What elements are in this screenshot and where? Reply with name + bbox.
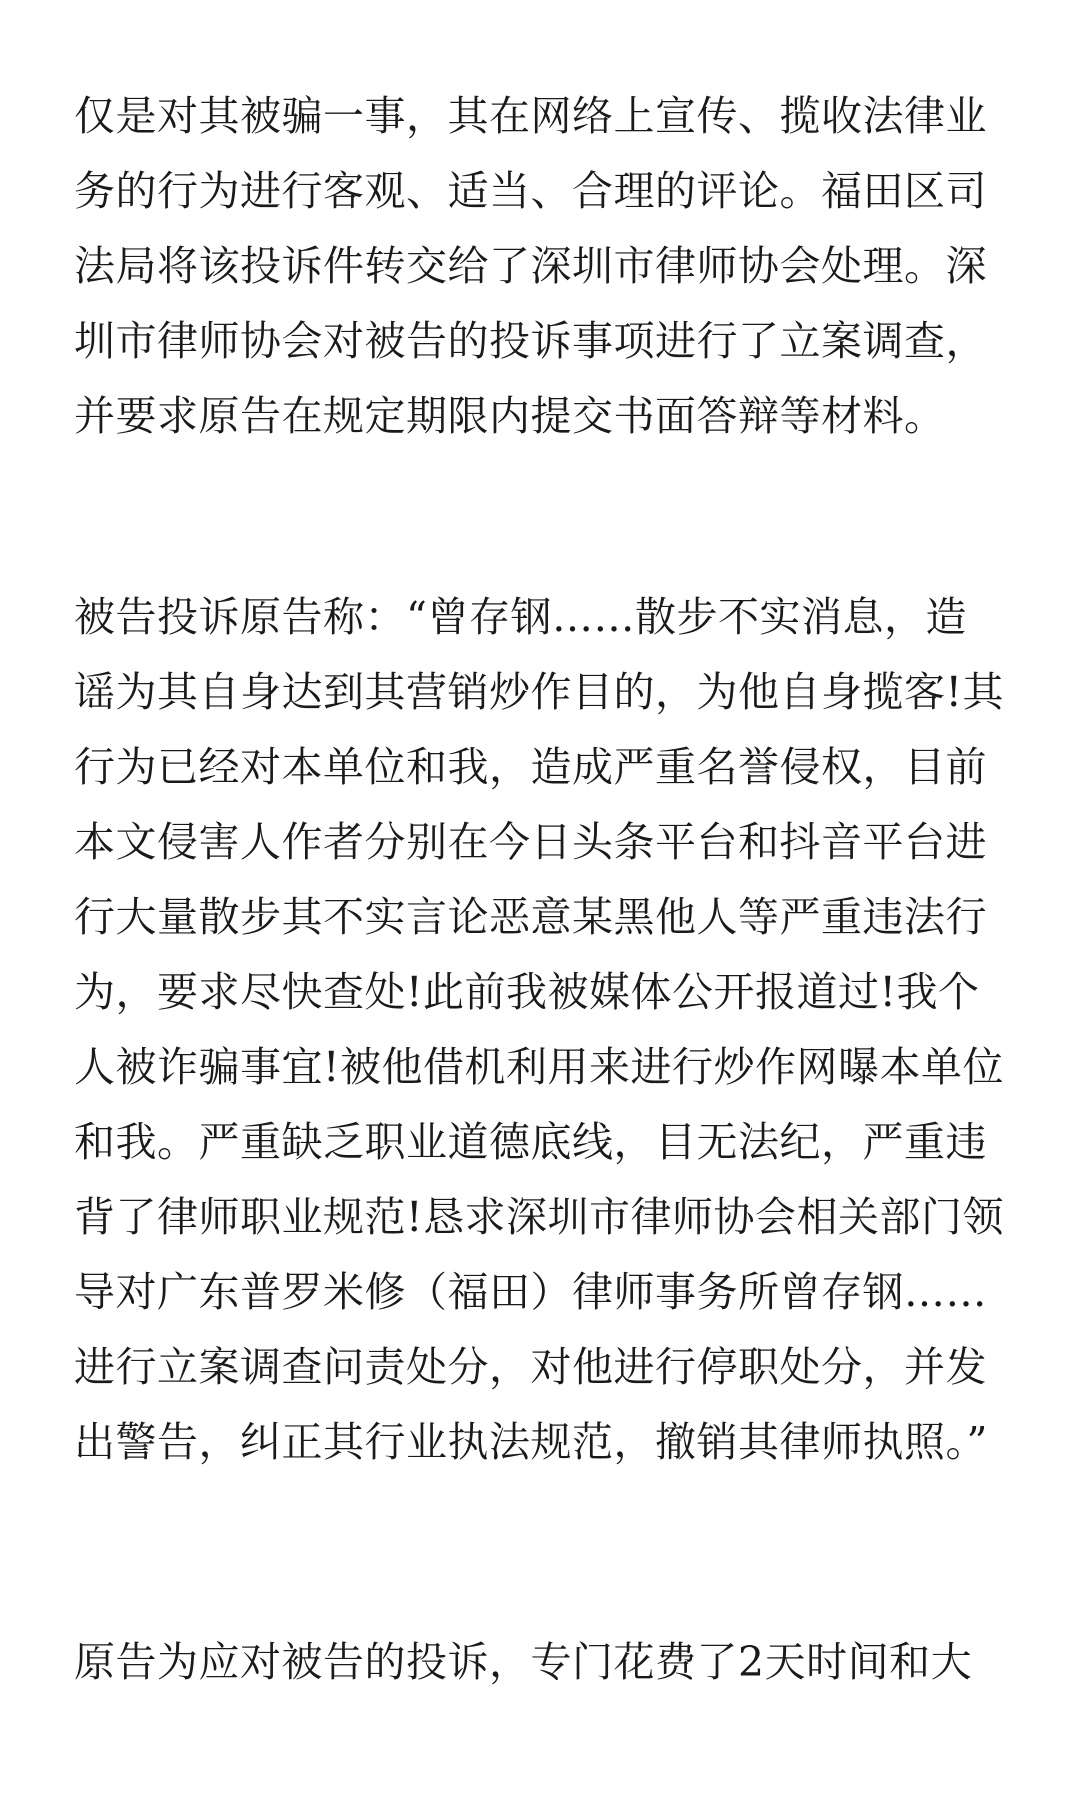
text-line: 被告投诉原告称：“曾存钢……散步不实消息，造: [74, 593, 967, 641]
paragraph: [74, 79, 987, 454]
text-line: 原告为应对被告的投诉，专门花费了2天时间和大: [74, 1638, 973, 1686]
text-line: 行为已经对本单位和我，造成严重名誉侵权，目前: [74, 743, 987, 791]
text-line: 圳市律师协会对被告的投诉事项进行了立案调查，: [74, 317, 987, 365]
text-line: 本文侵害人作者分别在今日头条平台和抖音平台进: [74, 818, 987, 866]
text-line: 人被诈骗事宜!被他借机利用来进行炒作网曝本单位: [74, 1043, 1004, 1091]
text-line: 出警告，纠正其行业执法规范，撤销其律师执照。”: [74, 1418, 988, 1466]
text-line: 背了律师职业规范!恳求深圳市律师协会相关部门领: [74, 1193, 1004, 1241]
text-line: 务的行为进行客观、适当、合理的评论。福田区司: [74, 167, 987, 215]
text-line: 进行立案调查问责处分，对他进行停职处分，并发: [74, 1343, 987, 1391]
text-line: 和我。严重缺乏职业道德底线，目无法纪，严重违: [74, 1118, 987, 1166]
paragraph: [74, 1625, 972, 1700]
text-line: 为，要求尽快查处!此前我被媒体公开报道过!我个: [74, 968, 980, 1016]
text-line: 谣为其自身达到其营销炒作目的，为他自身揽客!其: [74, 668, 1004, 716]
paragraph: [74, 580, 1004, 1480]
text-line: 行大量散步其不实言论恶意某黑他人等严重违法行: [74, 893, 987, 941]
text-line: 导对广东普罗米修（福田）律师事务所曾存钢……: [74, 1268, 987, 1316]
text-line: 法局将该投诉件转交给了深圳市律师协会处理。深: [74, 242, 987, 290]
text-line: 并要求原告在规定期限内提交书面答辩等材料。: [74, 392, 946, 440]
text-line: 仅是对其被骗一事，其在网络上宣传、揽收法律业: [74, 92, 987, 140]
